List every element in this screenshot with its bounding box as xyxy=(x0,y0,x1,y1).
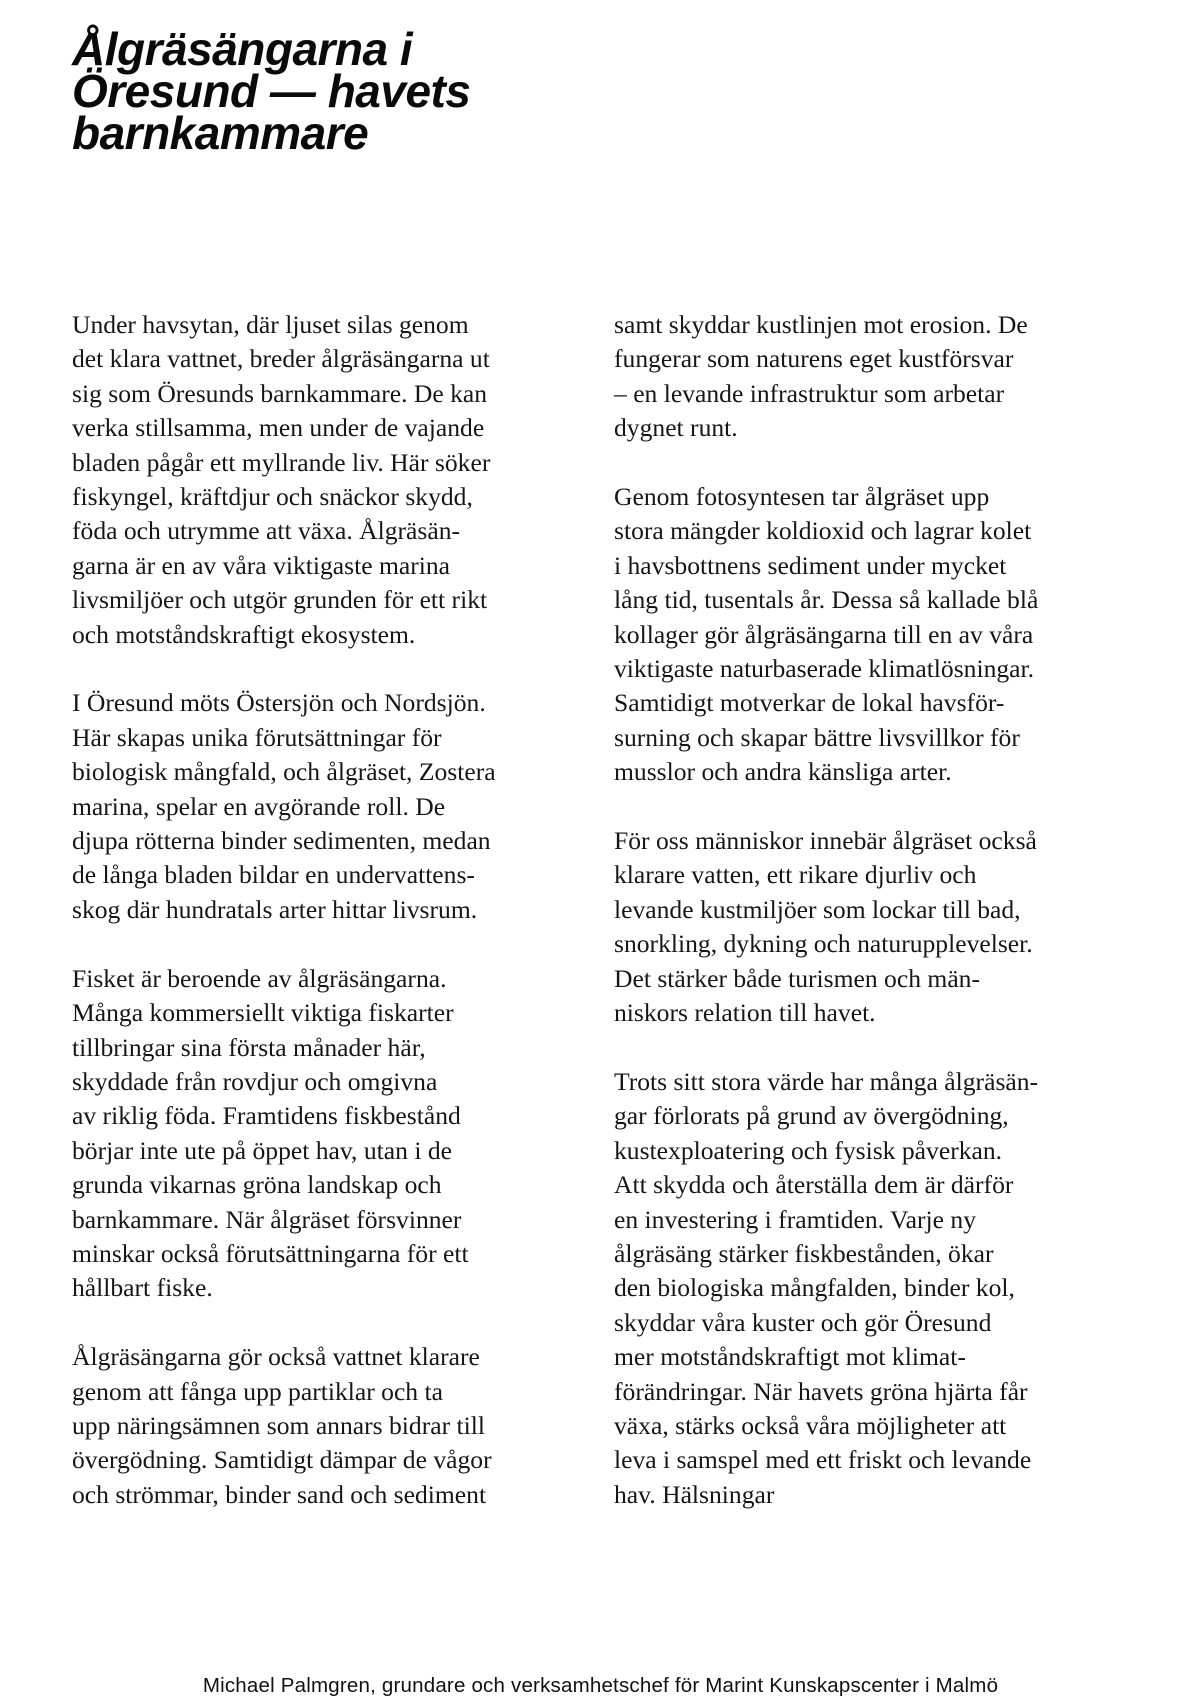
text-line: samt skyddar kustlinjen mot erosion. De xyxy=(614,310,1028,339)
text-line: marina, spelar en avgörande roll. De xyxy=(72,791,446,821)
paragraph xyxy=(72,308,602,652)
text-line: av riklig föda. Framtidens fiskbestånd xyxy=(72,1101,461,1131)
text-line: en investering i framtiden. Varje ny xyxy=(614,1204,976,1234)
text-line: i havsbottnens sediment under mycket xyxy=(614,550,1007,580)
paragraph xyxy=(72,686,602,927)
text-line: Fisket är beroende av ålgräsängarna. xyxy=(72,963,447,993)
text-line: I Öresund möts Östersjön och Nordsjön. xyxy=(72,688,486,718)
text-line: Att skydda och återställa dem är därför xyxy=(614,1170,1014,1200)
text-column-right xyxy=(614,308,1144,1547)
text-line: Ålgräsängarna gör också vattnet klarare xyxy=(72,1342,480,1372)
text-line: det klara vattnet, breder ålgräsängarna ut xyxy=(72,344,490,374)
text-line: och motståndskraftigt ekosystem. xyxy=(72,619,416,649)
text-line: snorkling, dykning och naturupplevelser. xyxy=(614,929,1033,959)
page-title xyxy=(72,23,632,159)
text-line: kustexploatering och fysisk påverkan. xyxy=(614,1135,1003,1165)
author-signature: Michael Palmgren, grundare och verksamhetschef för Marint Kunskapscenter i Malmö xyxy=(202,1674,999,1697)
text-line: lång tid, tusentals år. Dessa så kallade blå xyxy=(614,585,1039,615)
text-line: Trots sitt stora värde har många ålgräsän- xyxy=(614,1066,1039,1096)
text-line: hav. Hälsningar xyxy=(614,1479,775,1509)
text-line: barnkammare. När ålgräset försvinner xyxy=(72,1204,462,1234)
text-line: kollager gör ålgräsängarna till en av våra xyxy=(614,619,1034,649)
text-line: fungerar som naturens eget kustförsvar xyxy=(614,344,1014,374)
text-line: bladen pågår ett myllrande liv. Här söker xyxy=(72,447,491,477)
text-line: skyddar våra kuster och gör Öresund xyxy=(614,1307,992,1337)
text-line: minskar också förutsättningarna för ett xyxy=(72,1238,469,1268)
text-line: musslor och andra känsliga arter. xyxy=(614,757,952,787)
text-line: föda och utrymme att växa. Ålgräsän- xyxy=(72,516,461,546)
text-line: och strömmar, binder sand och sediment xyxy=(72,1479,487,1509)
text-line: viktigaste naturbaserade klimatlösningar. xyxy=(614,654,1035,684)
text-line: verka stillsamma, men under de vajande xyxy=(72,413,485,443)
text-line: upp näringsämnen som annars bidrar till xyxy=(72,1410,485,1440)
text-line: den biologiska mångfalden, binder kol, xyxy=(614,1273,1015,1303)
text-line: Samtidigt motverkar de lokal havsför- xyxy=(614,688,1005,718)
text-line: Genom fotosyntesen tar ålgräset upp xyxy=(614,482,990,512)
text-line: gar förlorats på grund av övergödning, xyxy=(614,1101,1009,1131)
text-column-left xyxy=(72,308,602,1547)
text-line: biologisk mångfald, och ålgräset, Zostera xyxy=(72,757,496,787)
text-line: växa, stärks också våra möjligheter att xyxy=(614,1410,1007,1440)
text-line: fiskyngel, kräftdjur och snäckor skydd, xyxy=(72,482,473,512)
text-line: Det stärker både turismen och män- xyxy=(614,963,980,993)
text-line: sig som Öresunds barnkammare. De kan xyxy=(72,378,488,408)
paragraph xyxy=(72,1340,602,1512)
text-line: livsmiljöer och utgör grunden för ett rikt xyxy=(72,585,488,615)
text-line: börjar inte ute på öppet hav, utan i de xyxy=(72,1135,452,1165)
text-line: leva i samspel med ett friskt och levande xyxy=(614,1445,1032,1475)
text-line: dygnet runt. xyxy=(614,413,738,443)
text-line: Många kommersiellt viktiga fiskarter xyxy=(72,998,454,1028)
text-line: skyddade från rovdjur och omgivna xyxy=(72,1066,438,1096)
paragraph xyxy=(614,308,1144,446)
text-line: För oss människor innebär ålgräset också xyxy=(614,826,1037,856)
title-line: Ålgräsängarna i xyxy=(72,23,413,75)
text-line: hållbart fiske. xyxy=(72,1273,213,1303)
text-line: mer motståndskraftigt mot klimat- xyxy=(614,1342,966,1372)
text-line: tillbringar sina första månader här, xyxy=(72,1032,426,1062)
text-line: övergödning. Samtidigt dämpar de vågor xyxy=(72,1445,492,1475)
text-line: Under havsytan, där ljuset silas genom xyxy=(72,310,469,339)
text-line: genom att fånga upp partiklar och ta xyxy=(72,1376,443,1406)
text-line: de långa bladen bildar en undervattens- xyxy=(72,860,475,890)
title-line: barnkammare xyxy=(72,107,369,159)
text-line: grunda vikarnas gröna landskap och xyxy=(72,1170,442,1200)
text-line: stora mängder koldioxid och lagrar kolet xyxy=(614,516,1032,546)
text-line: niskors relation till havet. xyxy=(614,998,876,1028)
paragraph xyxy=(614,480,1144,790)
paragraph xyxy=(614,1065,1144,1512)
text-line: ålgräsäng stärker fiskbestånden, ökar xyxy=(614,1238,994,1268)
text-line: förändringar. När havets gröna hjärta får xyxy=(614,1376,1028,1406)
text-line: levande kustmiljöer som lockar till bad, xyxy=(614,894,1021,924)
text-line: garna är en av våra viktigaste marina xyxy=(72,550,451,580)
text-line: – en levande infrastruktur som arbetar xyxy=(614,378,1005,408)
text-line: skog där hundratals arter hittar livsrum. xyxy=(72,894,478,924)
paragraph xyxy=(72,962,602,1306)
text-line: djupa rötterna binder sedimenten, medan xyxy=(72,826,491,856)
text-line: klarare vatten, ett rikare djurliv och xyxy=(614,860,977,890)
title-line: Öresund — havets xyxy=(72,65,471,117)
text-line: surning och skapar bättre livsvillkor för xyxy=(614,722,1020,752)
paragraph xyxy=(614,824,1144,1030)
text-line: Här skapas unika förutsättningar för xyxy=(72,722,442,752)
